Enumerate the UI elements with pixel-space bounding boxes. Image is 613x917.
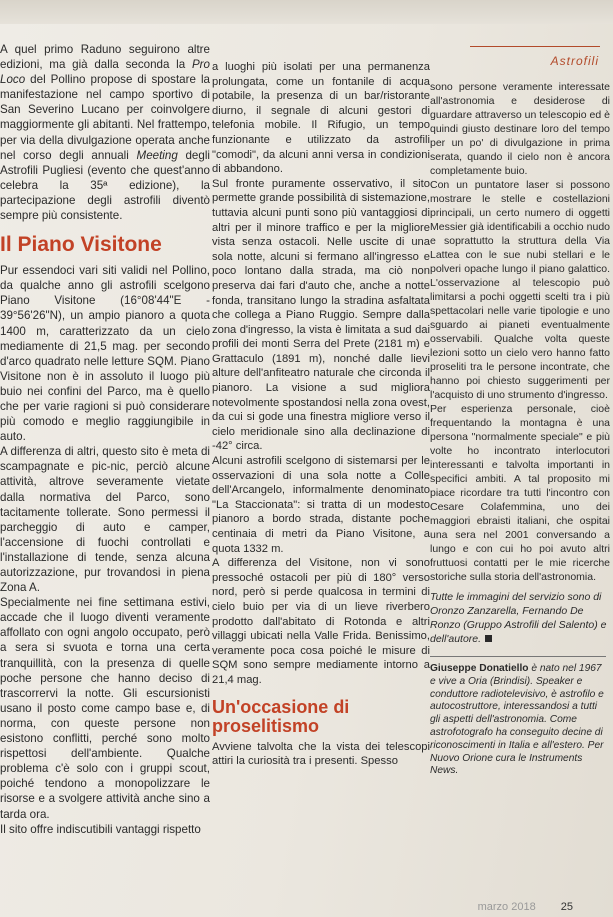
author-name: Giuseppe Donatiello	[430, 663, 529, 674]
paragraph: Sul fronte puramente osservativo, il sito permette grande possibilità di sistemazione, tuttavia alcuni punti sono più vantaggiosi di altri per il minore traffico e per la migliore vista senza ostacoli. Nelle uscite di una sola notte, alcuni si fermano all'ingresso e poco lontano dalla strada, ma ciò non preserva dai fari d'auto che, anche a notte fonda, transitano lungo la stradina asfaltata che collega a Piano Ruggio. Sempre dalla zona d'ingresso, la vista è limitata a sud dai profili dei monti Serra del Prete (2181 m) e Grattaculo (1891 m), nonché dalle lievi alture dell'anfiteatro naturale che circonda il pianoro. La visione a sud migliora notevolmente spostandosi nella zona ovest, da cui si gode una finestra migliore verso il cielo meridionale sino alla declinazione di -42° circa.	[212, 177, 430, 453]
author-bio-text: è nato nel 1967 e vive a Oria (Brindisi). Speaker e conduttore radiotelevisivo, è astrofilo e autocostruttore, interessandosi a tutti gli aspetti dell'astronomia. Come astrofotografo ha conseguito decine di riconoscimenti in Italia e all'estero. Per Nuovo Orione cura le Instruments News.	[430, 663, 604, 777]
text-run: degli Astrofili Pugliesi (evento che quest'anno celebra la 35ª edizione), la partecipazione degli astrofili diventò sempre più consistente.	[0, 148, 210, 223]
paragraph: Alcuni astrofili scelgono di sistemarsi per le osservazioni di una sola notte a Colle dell'Arcangelo, informalmente denominato "La Staccionata": si tratta di un modesto pianoro a bordo strada, distante poche centinaia di metri da Piano Visitone, a quota 1332 m.	[212, 455, 430, 555]
text-run: del Pollino propose di spostare la manifestazione nel campo sportivo di San Severino Lucano per coinvolgere maggiormente gli abitanti. Nel frattempo, per via della divulgazione operata anche nel corso degli annuali	[0, 73, 210, 162]
image-credit	[430, 590, 610, 646]
italic-run: Pro Loco	[0, 58, 210, 87]
credit-text: Tutte le immagini del servizio sono di Oronzo Zanzarella, Fernando De Ronzo (Gruppo Astrofili del Salento) e dell'autore.	[430, 591, 607, 645]
issue-date: marzo 2018	[477, 901, 536, 913]
paragraph: a luoghi più isolati per una permanenza prolungata, come un fontanile di acqua potabile, la presenza di un bar/ristorante diurno, il segnale di alcuni gestori di telefonia mobile. Il Rifugio, un tempo funzionante e utilizzato da astrofili "comodi", da alcuni anni versa in condizioni di abbandono.	[212, 61, 430, 176]
paragraph	[0, 42, 210, 223]
paragraph: A differenza del Visitone, non vi sono pressoché ostacoli per più di 180° verso nord, però si perde qualcosa in termini di cielo buio per via di un lieve riverbero prodotto dall'abitato di Rotonda e altri villaggi ubicati nella Valle Frida. Benissimo, veramente poca cosa poiché le misure di SQM sono sempre mediamente intorno a 21,4 mag.	[212, 557, 430, 686]
paragraph: Avviene talvolta che la vista dei telescopi attiri la curiosità tra i presenti. Spesso	[212, 740, 430, 768]
page-footer	[478, 901, 573, 913]
section-heading: Un'occasione di proselitismo	[212, 696, 350, 736]
text-column-2	[212, 60, 430, 900]
section-header-rule	[470, 46, 600, 47]
section-header-label: Astrofili	[550, 54, 599, 68]
paragraph: A differenza di altri, questo sito è meta di scampagnate e pic-nic, perciò alcune attività, altrove severamente vietate dalla normativa del Parco, sono tacitamente tollerate. Sono permessi il parcheggio di auto e camper, l'accensione di fuochi controllati e l'installazione di tende, senza alcuna autorizzazione, pur trovandosi in piena Zona A.	[0, 445, 210, 595]
paragraph: Con un puntatore laser si possono mostrare le stelle e costellazioni principali, un certo numero di oggetti Messier già identificabili a occhio nudo e soprattutto la struttura della Via Lattea con le sue nubi stellari e le polveri opache lungo il piano galattico. L'osservazione al telescopio può limitarsi a pochi oggetti scelti tra i più spettacolari nelle varie tipologie e uno sguardo ai pianeti eventualmente osservabili. Qualche volta queste lezioni sotto un cielo vero hanno fatto proseliti tra le persone incontrate, che hanno poi chiesto suggerimenti per l'acquisto di uno strumento d'ingresso.	[430, 179, 610, 401]
page-top-edge	[0, 0, 613, 24]
paragraph: Specialmente nei fine settimana estivi, accade che il luogo diventi veramente affollato con ogni angolo occupato, però a sera si svuota e torna una certa tranquillità, con la presenza di quelle poche persone che hanno deciso di trascorrervi la notte. Gli escursionisti usano il posto come campo base e, di norma, con queste persone non esistono conflitti, perché sono molto rispettosi dell'ambiente. Qualche problema c'è solo con i gruppi scout, poiché tendono a monopolizzare le risorse e a svolgere attività anche sino a tarda ora.	[0, 596, 210, 821]
paragraph: Per esperienza personale, cioè frequentando la montagna è una persona "normalmente speciale" e più volte ho incontrato interlocutori interessanti e talvolta importanti in specifici ambiti. A tal proposito mi piace ricordare tra tutti l'incontro con Cesare Colafemmina, uno dei maggiori ebraisti italiani, che ospitai una sera nel 2001 conversando a lungo e con cui ho poi avuto altri fruttuosi contatti per le mie ricerche storiche sulla storia dell'astronomia.	[430, 403, 610, 583]
paragraph: sono persone veramente interessate all'astronomia e desiderose di guardare attraverso un telescopio ed è quindi giusto destinare loro del tempo per un po' di divulgazione in prima serata, quando il cielo non è ancora completamente buio.	[430, 81, 610, 177]
italic-run: Meeting	[136, 148, 178, 162]
text-run: A quel primo Raduno seguirono altre edizioni, ma già dalla seconda la	[0, 43, 210, 72]
section-heading: Il Piano Visitone	[0, 233, 162, 257]
bio-divider	[430, 656, 606, 657]
paragraph: Il sito offre indiscutibili vantaggi rispetto	[0, 822, 201, 836]
end-of-article-mark	[485, 635, 492, 642]
page-number: 25	[560, 901, 573, 913]
author-bio	[430, 663, 610, 778]
text-column-3	[430, 80, 610, 860]
paragraph: Pur essendoci vari siti validi nel Pollino, da qualche anno gli astrofili scelgono Piano Visitone (16°08'44"E - 39°56'26"N), un ampio pianoro a quota 1400 m, caratterizzato da un cielo mediamente di 21,5 mag. per secondo d'arco quadrato nelle letture SQM. Piano Visitone non è in assoluto il luogo più buio nei confini del Parco, ma è quello che per varie ragioni si può considerare più comodo e meglio raggiungibile in auto.	[0, 264, 210, 444]
text-column-1	[0, 42, 210, 902]
